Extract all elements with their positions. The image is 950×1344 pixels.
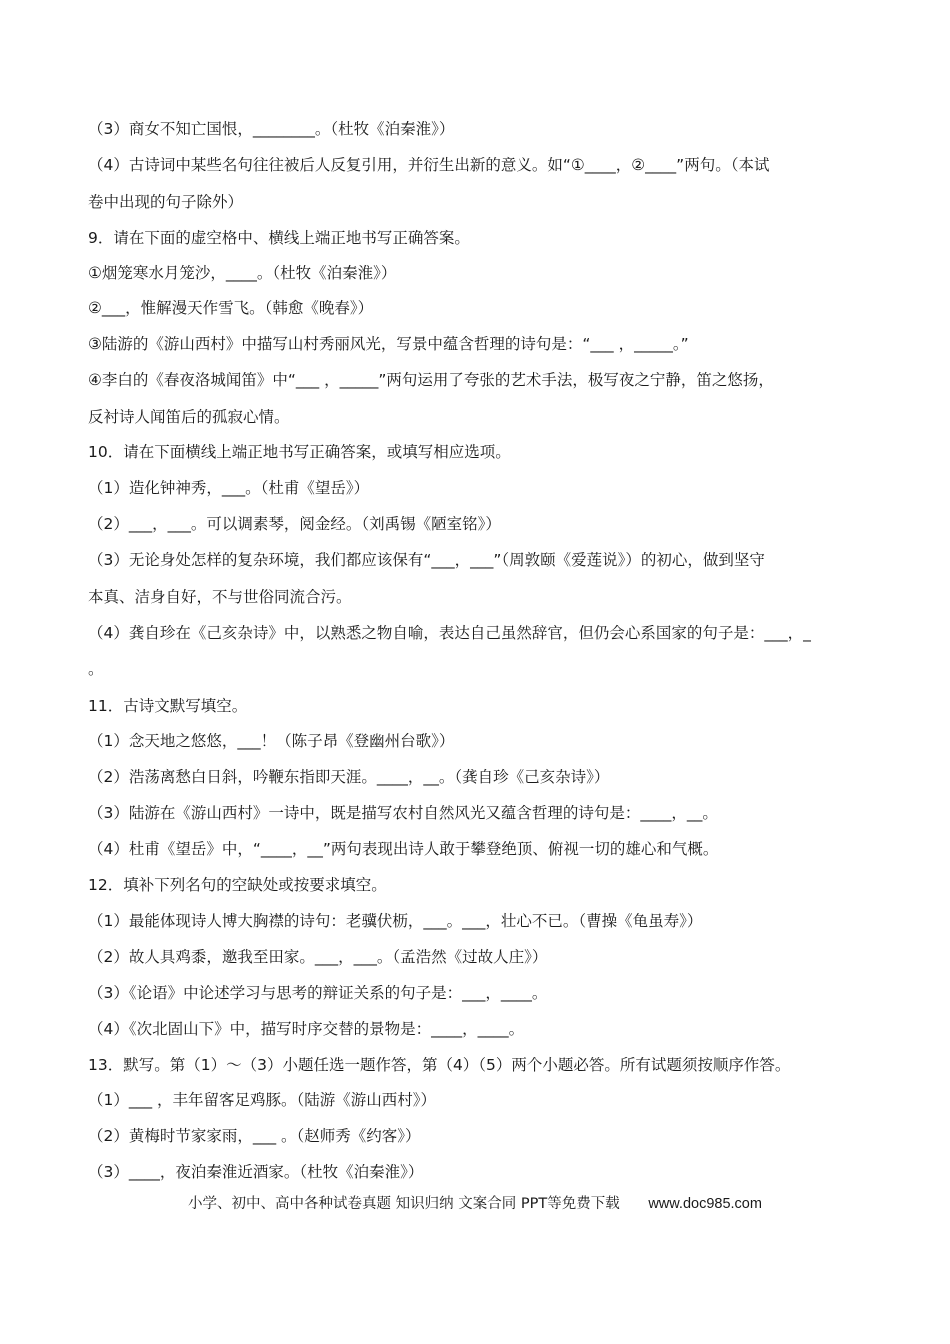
text-line: 本真、洁身自好，不与世俗同流合污。 bbox=[88, 588, 352, 606]
text-line: （4）古诗词中某些名句往往被后人反复引用，并衍生出新的意义。如“①____，②____”两句。（本试 bbox=[88, 156, 770, 174]
footer-url-link[interactable]: www.doc985.com bbox=[648, 1196, 762, 1212]
text-line: （2）故人具鸡黍，邀我至田家。___，___。（孟浩然《过故人庄》） bbox=[88, 948, 548, 966]
text-line: ③陆游的《游山西村》中描写山村秀丽风光，写景中蕴含哲理的诗句是：“___ ，_____。” bbox=[88, 335, 689, 353]
text-line: （3）《论语》中论述学习与思考的辩证关系的句子是：___，____。 bbox=[88, 984, 548, 1002]
text-line: （1）念天地之悠悠，___！（陈子昂《登幽州台歌》） bbox=[88, 732, 455, 750]
page-footer bbox=[0, 1192, 950, 1213]
footer-text: 小学、初中、高中各种试卷真题 知识归纳 文案合同 PPT等免费下载 bbox=[188, 1196, 620, 1212]
text-line: （2）___，___。可以调素琴，阅金经。（刘禹锡《陋室铭》） bbox=[88, 515, 501, 533]
question-9-heading: 9．请在下面的虚空格中、横线上端正地书写正确答案。 bbox=[88, 229, 470, 247]
text-line: （1）___ ，丰年留客足鸡豚。（陆游《游山西村》） bbox=[88, 1091, 437, 1109]
text-line: 反衬诗人闻笛后的孤寂心情。 bbox=[88, 408, 290, 426]
text-line: （4）《次北固山下》中，描写时序交替的景物是：____，____。 bbox=[88, 1020, 525, 1038]
question-12-heading: 12．填补下列名句的空缺处或按要求填空。 bbox=[88, 876, 387, 894]
text-line: ②___，惟解漫天作雪飞。（韩愈《晚春》） bbox=[88, 299, 374, 317]
text-line: （3）____，夜泊秦淮近酒家。（杜牧《泊秦淮》） bbox=[88, 1163, 424, 1181]
text-line: （3）无论身处怎样的复杂环境，我们都应该保有“___，___”（周敦颐《爱莲说》）的初心，做到坚守 bbox=[88, 551, 765, 569]
text-line: （1）造化钟神秀，___。（杜甫《望岳》） bbox=[88, 479, 370, 497]
text-line: （3）陆游在《游山西村》一诗中，既是描写农村自然风光又蕴含哲理的诗句是：____，__。 bbox=[88, 804, 718, 822]
text-line: ④李白的《春夜洛城闻笛》中“___ ，_____”两句运用了夸张的艺术手法，极写夜之宁静，笛之悠扬， bbox=[88, 371, 774, 389]
text-line: （4）龚自珍在《己亥杂诗》中，以熟悉之物自喻，表达自己虽然辞官，但仍会心系国家的句子是：___，_ bbox=[88, 624, 811, 642]
text-line: ①烟笼寒水月笼沙，____。（杜牧《泊秦淮》） bbox=[88, 264, 397, 282]
question-13-heading: 13．默写。第（1）～（3）小题任选一题作答，第（4）（5）两个小题必答。所有试题须按顺序作答。 bbox=[88, 1056, 791, 1074]
question-11-heading: 11．古诗文默写填空。 bbox=[88, 697, 248, 715]
text-line: （2）浩荡离愁白日斜，吟鞭东指即天涯。____，__。（龚自珍《己亥杂诗》） bbox=[88, 768, 610, 786]
text-line: 卷中出现的句子除外） bbox=[88, 193, 244, 211]
text-line: （4）杜甫《望岳》中，“____，__”两句表现出诗人敢于攀登绝顶、俯视一切的雄心和气概。 bbox=[88, 840, 719, 858]
text-line: （1）最能体现诗人博大胸襟的诗句：老骥伏枥，___。___，壮心不已。（曹操《龟虽寿》） bbox=[88, 912, 703, 930]
question-10-heading: 10．请在下面横线上端正地书写正确答案，或填写相应选项。 bbox=[88, 443, 511, 461]
text-line: 。 bbox=[88, 660, 104, 678]
text-line: （2）黄梅时节家家雨，___ 。（赵师秀《约客》） bbox=[88, 1127, 421, 1145]
text-line: （3）商女不知亡国恨，________。（杜牧《泊秦淮》） bbox=[88, 120, 455, 138]
